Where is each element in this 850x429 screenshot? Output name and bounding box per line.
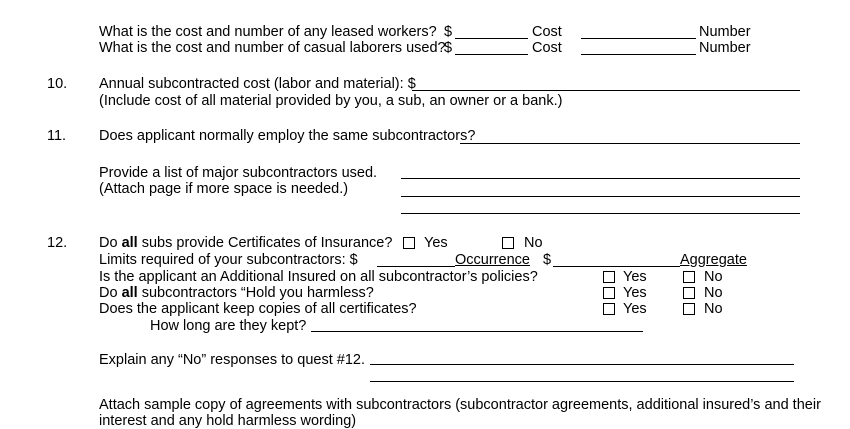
casual-number-label: Number: [699, 40, 751, 56]
additional-insured-yes-checkbox[interactable]: [603, 271, 615, 283]
subcontractor-list-line-2[interactable]: [401, 179, 800, 197]
attach-agreements-line-2: interest and any hold harmless wording): [99, 413, 357, 429]
hold-harmless-no-checkbox[interactable]: [683, 287, 695, 299]
q11-same-subcontractors-question: Does applicant normally employ the same subcontractors?: [99, 128, 476, 144]
leased-workers-question: What is the cost and number of any leased workers?: [99, 24, 437, 40]
q12-how-long-label: How long are they kept?: [150, 318, 307, 334]
q11-list-note: (Attach page if more space is needed.): [99, 181, 349, 197]
casual-cost-field[interactable]: [455, 37, 528, 55]
casual-cost-dollar: $: [444, 40, 453, 56]
q10-note: (Include cost of all material provided by you, a sub, an owner or a bank.): [99, 93, 563, 109]
leased-cost-label: Cost: [532, 24, 562, 40]
q11-number: 11.: [47, 128, 67, 144]
additional-insured-yes-label: Yes: [623, 269, 647, 285]
q12-hold-harmless-question: Do all subcontractors “Hold you harmless?: [99, 285, 374, 301]
q10-number: 10.: [47, 76, 68, 92]
q10-subcontracted-cost-field[interactable]: [412, 73, 800, 91]
aggregate-label: Aggregate: [680, 252, 747, 268]
q10-subcontracted-cost-label: Annual subcontracted cost (labor and material): $: [99, 76, 416, 92]
casual-number-field[interactable]: [581, 37, 696, 55]
q11-list-label: Provide a list of major subcontractors used.: [99, 165, 378, 181]
additional-insured-no-checkbox[interactable]: [683, 271, 695, 283]
how-long-kept-field[interactable]: [311, 314, 643, 332]
certificates-no-checkbox[interactable]: [502, 237, 514, 249]
additional-insured-no-label: No: [704, 269, 723, 285]
q11-same-subcontractors-field[interactable]: [460, 126, 800, 144]
copies-yes-label: Yes: [623, 301, 647, 317]
attach-agreements-line-1: Attach sample copy of agreements with subcontractors (subcontractor agreements, additional insured’s and their: [99, 397, 821, 413]
subcontractor-list-line-3[interactable]: [401, 197, 800, 215]
casual-cost-label: Cost: [532, 40, 562, 56]
q12-explain-label: Explain any “No” responses to quest #12.: [99, 352, 365, 368]
explain-no-line-1[interactable]: [370, 347, 794, 365]
certificates-yes-label: Yes: [424, 235, 448, 251]
certificates-no-label: No: [524, 235, 543, 251]
q12-additional-insured-question: Is the applicant an Additional Insured on all subcontractor’s policies?: [99, 269, 538, 285]
hold-harmless-yes-checkbox[interactable]: [603, 287, 615, 299]
copies-no-label: No: [704, 301, 723, 317]
certificates-yes-checkbox[interactable]: [403, 237, 415, 249]
subcontractor-list-line-1[interactable]: [401, 161, 800, 179]
copies-no-checkbox[interactable]: [683, 303, 695, 315]
aggregate-dollar: $: [543, 252, 552, 268]
q12-limits-label: Limits required of your subcontractors: $: [99, 252, 358, 268]
q12-number: 12.: [47, 235, 68, 251]
occurrence-label: Occurrence: [455, 252, 530, 268]
leased-cost-dollar: $: [444, 24, 453, 40]
hold-harmless-no-label: No: [704, 285, 723, 301]
q12-certificates-question: Do all subs provide Certificates of Insurance?: [99, 235, 393, 251]
leased-number-label: Number: [699, 24, 751, 40]
explain-no-line-2[interactable]: [370, 364, 794, 382]
hold-harmless-yes-label: Yes: [623, 285, 647, 301]
occurrence-limit-field[interactable]: [377, 249, 455, 267]
casual-laborers-question: What is the cost and number of casual laborers used?: [99, 40, 446, 56]
aggregate-limit-field[interactable]: [553, 249, 680, 267]
q12-copies-question: Does the applicant keep copies of all certificates?: [99, 301, 417, 317]
